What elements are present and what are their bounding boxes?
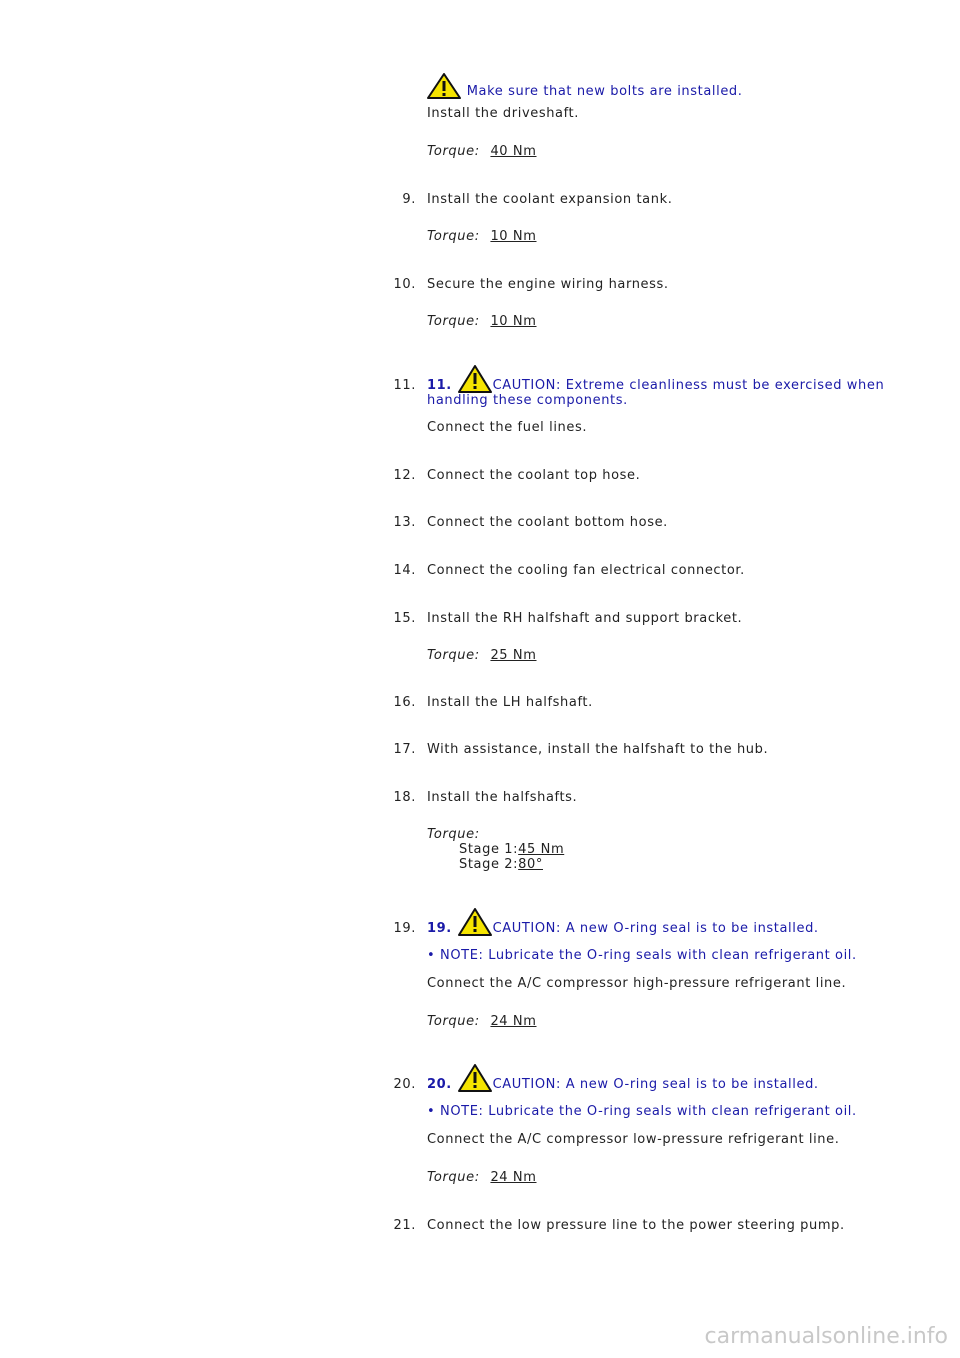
step-9-torque (427, 229, 537, 244)
torque-label: Torque: (427, 229, 480, 244)
step-13-number: 13. (393, 515, 416, 530)
warning-triangle-icon (457, 1063, 493, 1093)
step-8-text: Install the driveshaft. (427, 106, 579, 121)
step-11-bold-number: 11. (427, 378, 452, 393)
step-10-text: Secure the engine wiring harness. (427, 277, 669, 292)
step-16-text: Install the LH halfshaft. (427, 695, 593, 710)
step-18-stage-2 (459, 857, 543, 872)
torque-label: Torque: (427, 1170, 480, 1185)
step-21-text: Connect the low pressure line to the power steering pump. (427, 1218, 845, 1233)
torque-label: Torque: (427, 144, 480, 159)
warning-bolts (426, 72, 743, 100)
caution-text: CAUTION: Extreme cleanliness must be exercised when (492, 378, 885, 393)
torque-value[interactable]: 10 Nm (490, 229, 537, 244)
step-20-number: 20. (393, 1077, 416, 1092)
torque-label: Torque: (427, 314, 480, 329)
step-15-torque (427, 648, 537, 663)
step-11-text: Connect the fuel lines. (427, 420, 588, 435)
caution-text: CAUTION: A new O-ring seal is to be installed. (492, 1077, 819, 1092)
step-18-stage-1 (459, 842, 564, 857)
step-20-torque (427, 1170, 537, 1185)
step-18-torque-label: Torque: (427, 827, 480, 842)
stage-value[interactable]: 45 Nm (518, 842, 565, 857)
torque-value[interactable]: 24 Nm (490, 1014, 537, 1029)
watermark: carmanualsonline.info (704, 1324, 948, 1349)
step-14-text: Connect the cooling fan electrical connector. (427, 563, 745, 578)
step-15-number: 15. (393, 611, 416, 626)
step-16-number: 16. (393, 695, 416, 710)
step-20-bold-number: 20. (427, 1077, 452, 1092)
step-15-text: Install the RH halfshaft and support bracket. (427, 611, 743, 626)
torque-value[interactable]: 10 Nm (490, 314, 537, 329)
warning-triangle-icon (457, 907, 493, 937)
step-20-note: • NOTE: Lubricate the O-ring seals with clean refrigerant oil. (427, 1104, 857, 1119)
step-19-note: • NOTE: Lubricate the O-ring seals with clean refrigerant oil. (427, 948, 857, 963)
torque-value[interactable]: 25 Nm (490, 648, 537, 663)
step-19-number: 19. (393, 921, 416, 936)
step-17-text: With assistance, install the halfshaft to the hub. (427, 742, 769, 757)
step-19-caution (427, 907, 819, 937)
caution-text-line-2: handling these components. (427, 393, 628, 408)
step-9-number: 9. (402, 192, 416, 207)
step-11-caution (427, 364, 884, 394)
stage-label: Stage 2: (459, 857, 519, 872)
step-13-text: Connect the coolant bottom hose. (427, 515, 668, 530)
step-21-number: 21. (393, 1218, 416, 1233)
step-12-number: 12. (393, 468, 416, 483)
step-8-torque (427, 144, 537, 159)
step-11-number: 11. (393, 378, 416, 393)
step-19-torque (427, 1014, 537, 1029)
step-19-text: Connect the A/C compressor high-pressure refrigerant line. (427, 976, 847, 991)
step-17-number: 17. (393, 742, 416, 757)
warning-triangle-icon (457, 364, 493, 394)
stage-label: Stage 1: (459, 842, 519, 857)
step-20-text: Connect the A/C compressor low-pressure refrigerant line. (427, 1132, 840, 1147)
step-12-text: Connect the coolant top hose. (427, 468, 641, 483)
step-14-number: 14. (393, 563, 416, 578)
step-19-bold-number: 19. (427, 921, 452, 936)
step-18-text: Install the halfshafts. (427, 790, 578, 805)
stage-value[interactable]: 80° (518, 857, 543, 872)
torque-label: Torque: (427, 1014, 480, 1029)
torque-value[interactable]: 40 Nm (490, 144, 537, 159)
warning-text: Make sure that new bolts are installed. (466, 84, 743, 99)
step-10-number: 10. (393, 277, 416, 292)
step-10-torque (427, 314, 537, 329)
torque-value[interactable]: 24 Nm (490, 1170, 537, 1185)
caution-text: CAUTION: A new O-ring seal is to be installed. (492, 921, 819, 936)
warning-triangle-icon (426, 72, 462, 100)
step-9-text: Install the coolant expansion tank. (427, 192, 673, 207)
torque-label: Torque: (427, 648, 480, 663)
step-18-number: 18. (393, 790, 416, 805)
step-20-caution (427, 1063, 819, 1093)
